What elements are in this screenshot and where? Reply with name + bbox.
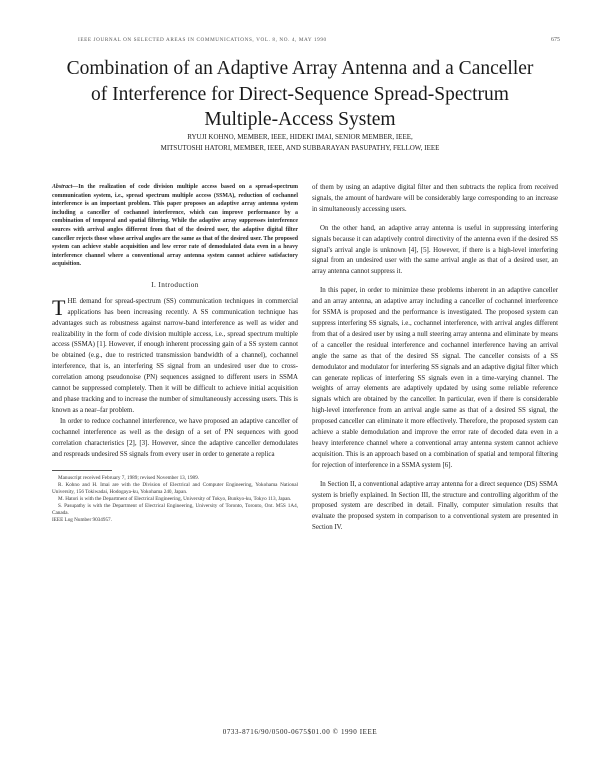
intro-paragraph-2: In order to reduce cochannel interference, we have proposed an adaptive canceller of cochannel interference as well as the design of a set of PN sequences with good correlation characteristics [2], [3]. However, since the adaptive canceller demodulates and respreads undesired SS signals from every user in order to generate a replica [52, 417, 298, 458]
footnote-affiliation-1: R. Kohno and H. Imai are with the Division of Electrical and Computer Engineering, Yokohama National University, 156 Tokiwadai, Hodogaya-ku, Yokohama 240, Japan. [52, 482, 298, 496]
footnote-received: Manuscript received February 7, 1989; revised November 13, 1989. [58, 475, 200, 482]
right-paragraph-4: In Section II, a conventional adaptive array antenna for a direct sequence (DS) SSMA system is briefly explained. In Section III, the structure and controlling algorithm of the proposed system are described in detail. Finally, computer simulation results that evaluate the proposed system in comparison to a conventional system are presented in Section IV. [312, 480, 558, 532]
authors-line-1: RYUJI KOHNO, MEMBER, IEEE, HIDEKI IMAI, SENIOR MEMBER, IEEE, [187, 133, 413, 141]
page-number: 675 [551, 37, 560, 43]
abstract-label: Abstract— [52, 184, 79, 190]
footnote-affiliation-3: S. Pasupathy is with the Department of Electrical Engineering, University of Toronto, Toronto, Ont. M5S 1A4, Canada. [52, 503, 298, 517]
right-paragraph-3: In this paper, in order to minimize these problems inherent in an adaptive canceller and an array antenna, an adaptive array including a canceller of cochannel interference for SSMA is proposed and the performance is investigated. The proposed system can suppress interfering SS signals, i.e., cochannel interference, with arrival angles different from that of a desired user by using a null steering array antenna and eliminate by means of a canceller the residual interference and cochannel interference having an arrival angle the same as that of the desired SS signal. The canceller consists of a SS demodulator and modulator for interfering SS signals and an adaptive digital filter which can generate replicas of interfering SS signals even in a time-varying channel. The weights of array elements are adaptively updated by using some reliable reference signals which are obtained by the canceller. In particular, even if there is considerable high-level interference from an arrival angle same as that of a desired SS signal, the proposed canceller can eliminate it more effectively. Therefore, the proposed system can achieve a stable demodulation and improve the error rate of decoded data even in a heavy interference channel where a conventional array antenna system cannot achieve acquisition. This is an approach based on a combination of spatial and temporal filtering for rejection of interference in a SSMA system [6]. [312, 287, 558, 469]
drop-cap: T [52, 294, 66, 320]
intro-paragraph-1-text: HE demand for spread-spectrum (SS) communication techniques in commercial applications has been increasing recently. A SS communication technique has advantages such as robustness against narrow-band interference as well as wider and realizability in the form of code division multiple access, i.e., spread spectrum multiple access (SSMA) [1]. However, if enough inherent processing gain of a SS system cannot be obtained (e.g., due to restricted transmission bandwidth of a channel), cochannel interference, that is, an interfering SS signal from an undesired user due to cross-correlation among pseudonoise (PN) sequences assigned to different users in SSMA cannot be suppressed completely. Then it will be difficult to achieve initial acquisition and phase tracking and to increase the number of simultaneously accessing users. This is known as a near–far problem. [52, 297, 298, 414]
left-column [52, 183, 298, 524]
footnote-divider [52, 470, 112, 471]
right-paragraph-1: of them by using an adaptive digital filter and then subtracts the replica from received signals, the amount of hardware will be considerably large corresponding to an increase in simultaneously accessing users. [312, 184, 558, 213]
paper-title: Combination of an Adaptive Array Antenna and a Canceller of Interference for Direct-Sequence Spread-Spectrum Multiple-Access System [66, 58, 534, 130]
section-heading-introduction: I. Introduction [151, 280, 199, 289]
running-head: IEEE JOURNAL ON SELECTED AREAS IN COMMUNICATIONS, VOL. 8, NO. 4, MAY 1990 [78, 37, 327, 43]
publication-id: 0733-8716/90/0500-0675$01.00 © 1990 IEEE [222, 728, 378, 736]
abstract [52, 183, 298, 269]
right-column [312, 183, 558, 542]
abstract-text: In the realization of code division multiple access based on a spread-spectrum communication system, i.e., spread spectrum multiple access (SSMA), reduction of cochannel interference is an important problem. This paper proposes an adaptive array antenna system including a canceller of cochannel interference, which can improve performance by a combination of temporal and spatial filtering. While the adaptive array suppresses interference sources with arrival angles different from that of the desired user, the adaptive digital filter canceller rejects those whose arrival angles are the same as that of the desired user. The proposed system can achieve stable acquisition and low error rate of demodulated data even in a heavy interference channel where a conventional array antenna system cannot achieve satisfactory acquisition. [52, 184, 298, 268]
author-list [70, 132, 530, 154]
footnotes [52, 475, 298, 524]
intro-paragraph-1 [52, 294, 298, 417]
right-paragraph-2: On the other hand, an adaptive array antenna is useful in suppressing interfering signals because it can adaptively control directivity of the antenna even if the desired SS signal's arrival angle is unknown [4], [5]. However, if there is a high-level interfering signal from an undesired user with the same arrival angle as that of a desired user, an array antenna cannot suppress it. [312, 224, 558, 276]
footnote-affiliation-2: M. Hatori is with the Department of Electrical Engineering, University of Tokyo, Bunkyo-ku, Tokyo 113, Japan. [58, 496, 292, 503]
authors-line-2: MITSUTOSHI HATORI, MEMBER, IEEE, AND SUBBARAYAN PASUPATHY, FELLOW, IEEE [160, 144, 440, 152]
footnote-log-number: IEEE Log Number 9034957. [52, 517, 112, 524]
